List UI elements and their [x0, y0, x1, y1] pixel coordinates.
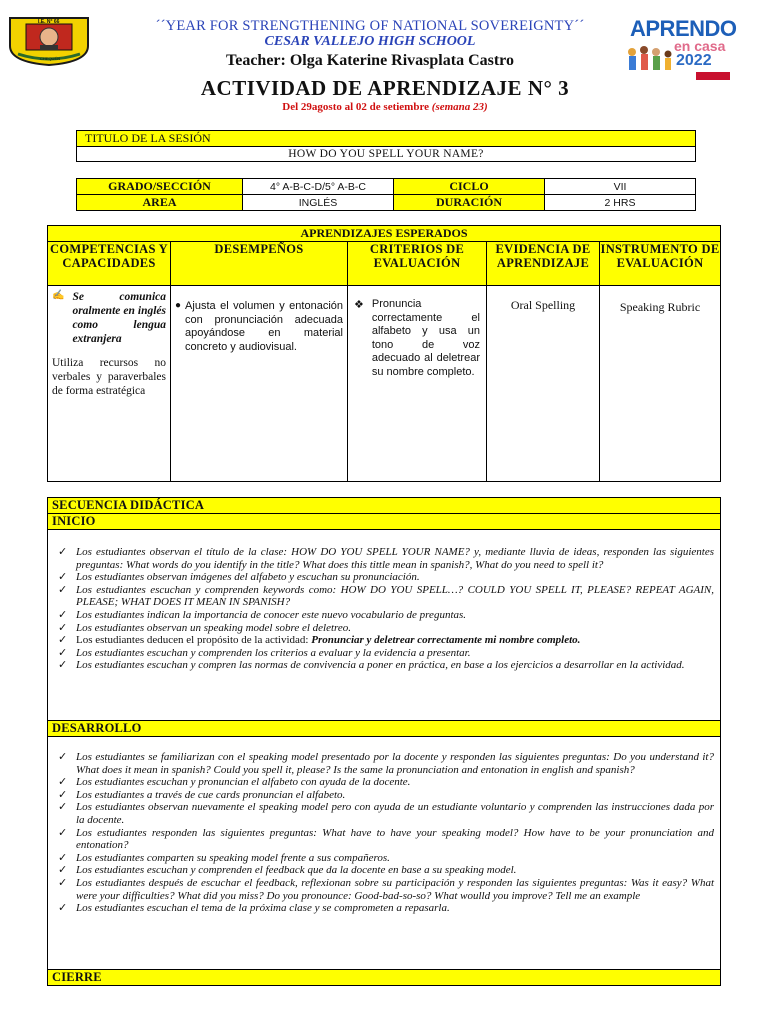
pointer-bullet-icon: ✍ — [52, 290, 65, 301]
logo-aprendo-text: APRENDO — [630, 16, 737, 41]
ciclo-value: VII — [545, 179, 696, 195]
course-info-table — [76, 178, 696, 211]
inicio-label: INICIO — [48, 514, 721, 530]
check-icon: ✓ — [58, 659, 68, 672]
criterio-text: Pronuncia correctamente el alfabeto y usa un tono de voz adecuado al deletrear su nombre completo. — [371, 298, 480, 378]
sequence-title: SECUENCIA DIDÁCTICA — [48, 498, 721, 514]
competencia-text: Se comunica oralmente en inglés como lengua extranjera — [72, 291, 166, 345]
duracion-value: 2 HRS — [545, 195, 696, 211]
check-icon: ✓ — [58, 876, 68, 889]
list-item: ✓ Los estudiantes observan imágenes del alfabeto y escuchan su pronunciación. — [58, 571, 420, 584]
desempeno-text: Ajusta el volumen y entonación con pronunciación adecuada apoyándose en material concreto y audiovisual. — [185, 300, 343, 353]
list-item: ✓ Los estudiantes se familiarizan con el speaking model presentado por la docente y responden las siguientes preguntas: Do you understand it? What does it mean in spanish? Could you spell it, please? Is the same la pronunciation and entonation in english and spanish? — [58, 751, 714, 776]
date-range — [120, 101, 650, 113]
list-item: ✓ Los estudiantes escuchan y comprenden keywords como: HOW DO YOU SPELL…? COULD YOU SPELL IT, PLEASE? REPEAT AGAIN, PLEASE; WHAT DOES IT MEAN IN SPANISH? — [58, 583, 714, 609]
grado-label: GRADO/SECCIÓN — [77, 179, 243, 195]
header-evidencia: EVIDENCIA DE APRENDIZAJE — [487, 242, 600, 286]
grado-value: 4° A-B-C-D/5° A-B-C — [243, 179, 394, 195]
school-name: CESAR VALLEJO HIGH SCHOOL — [264, 34, 476, 49]
list-item: ✓ Los estudiantes observan el título de la clase: HOW DO YOU SPELL YOUR NAME? y, mediante lluvia de ideas, responden las siguientes preguntas: What words do you identify in the title? What does this tittle mean in spanish?, What do you need to spell it? — [58, 546, 714, 571]
area-value: INGLÉS — [243, 195, 394, 211]
check-icon: ✓ — [58, 751, 68, 763]
check-icon: ✓ — [58, 621, 68, 634]
motto: ´´YEAR FOR STRENGTHENING OF NATIONAL SOVEREIGNTY´´ — [155, 18, 585, 34]
check-icon: ✓ — [58, 646, 68, 659]
list-item: ✓ Los estudiantes escuchan el tema de la próxima clase y se comprometen a repasarla. — [58, 902, 450, 915]
competencias-cell — [48, 286, 171, 482]
logo-year-text: 2022 — [676, 52, 712, 69]
session-table — [76, 130, 696, 162]
aprendo-en-casa-logo — [624, 16, 744, 80]
list-item: ✓ Los estudiantes comparten su speaking model frente a sus compañeros. — [58, 851, 390, 864]
list-item: ✓ Los estudiantes observan nuevamente el speaking model pero con ayuda de un estudiante voluntario y comprenden las instrucciones dada por la docente. — [58, 801, 714, 826]
check-icon: ✓ — [58, 546, 68, 558]
page-title: ACTIVIDAD DE APRENDIZAJE N° 3 — [200, 76, 570, 100]
check-icon: ✓ — [58, 571, 68, 584]
cierre-label: CIERRE — [48, 970, 721, 986]
check-icon: ✓ — [58, 826, 68, 839]
duracion-label: DURACIÓN — [394, 195, 545, 211]
proposito-text: Pronunciar y deletrear correctamente mi nombre completo. — [311, 634, 581, 647]
list-item-proposito: ✓ Los estudiantes deducen el propósito de la actividad: Pronunciar y deletrear correctamente mi nombre completo. — [58, 634, 581, 647]
list-item: ✓ Los estudiantes escuchan y comprenden el feedback que da la docente en base a su speaking model. — [58, 864, 517, 877]
desarrollo-body — [48, 737, 721, 970]
check-icon: ✓ — [58, 801, 68, 814]
ministry-flag-icon — [696, 72, 730, 80]
inicio-list — [54, 546, 714, 672]
check-icon: ✓ — [58, 864, 68, 877]
criterios-cell — [348, 286, 487, 482]
desarrollo-list — [54, 751, 714, 915]
check-icon: ✓ — [58, 608, 68, 621]
ciclo-label: CICLO — [394, 179, 545, 195]
instrumento-cell: Speaking Rubric — [600, 286, 721, 482]
check-icon: ✓ — [58, 634, 68, 647]
desempenos-cell — [171, 286, 348, 482]
list-item: ✓ Los estudiantes a través de cue cards pronuncian el alfabeto. — [58, 788, 346, 801]
session-label: TITULO DE LA SESIÓN — [77, 131, 696, 147]
list-item: ✓ Los estudiantes escuchan y compren las normas de convivencia a poner en práctica, en base a los ejercicios a desarrollar en la actividad. — [58, 659, 685, 672]
teacher-name: Teacher: Olga Katerine Rivasplata Castro — [226, 52, 514, 69]
list-item: ✓ Los estudiantes después de escuchar el feedback, reflexionan sobre su participación y responden las siguientes preguntas: Was it easy? What were your difficulties? What did you miss? Do you pronounce: Good-bad-so-so? What woulld you improve? Tell me an example — [58, 876, 714, 902]
diamond-bullet-icon: ❖ — [354, 299, 364, 311]
list-item: ✓ Los estudiantes responden las siguientes preguntas: What have to have your speaking model? How have to be your pronunciation and entonation? — [58, 826, 714, 852]
date-range-text: Del 29agosto al 02 de setiembre — [282, 101, 432, 113]
header-desempenos: DESEMPEÑOS — [171, 242, 348, 286]
evidencia-cell: Oral Spelling — [487, 286, 600, 482]
didactic-sequence-table — [47, 497, 721, 986]
list-item: ✓ Los estudiantes escuchan y pronuncian el alfabeto con ayuda de la docente. — [58, 776, 411, 789]
list-item: ✓ Los estudiantes observan un speaking model sobre el deletreo. — [58, 621, 352, 634]
bullet-icon: ● — [175, 300, 182, 311]
header-criterios: CRITERIOS DE EVALUACIÓN — [348, 242, 487, 286]
crest-sub-label: CHEQUÉN — [40, 56, 61, 61]
learning-outcomes-table — [47, 225, 721, 482]
list-item: ✓ Los estudiantes indican la importancia de conocer este nuevo vocabulario de preguntas. — [58, 608, 467, 621]
logo-en-casa-text: en casa — [674, 38, 726, 54]
crest-label: I.E. N° 66 — [38, 19, 60, 25]
check-icon: ✓ — [58, 583, 68, 596]
desarrollo-label: DESARROLLO — [48, 721, 721, 737]
check-icon: ✓ — [58, 788, 68, 801]
school-crest-logo — [4, 14, 94, 66]
check-icon: ✓ — [58, 776, 68, 789]
header-competencias: COMPETENCIAS Y CAPACIDADES — [48, 242, 171, 286]
week-label: (semana 23) — [431, 101, 488, 113]
inicio-body — [48, 530, 721, 721]
header-instrumento: INSTRUMENTO DE EVALUACIÓN — [600, 242, 721, 286]
check-icon: ✓ — [58, 851, 68, 864]
capacidad-text: Utiliza recursos no verbales y paraverbales de forma estratégica — [52, 357, 166, 397]
session-title: HOW DO YOU SPELL YOUR NAME? — [77, 147, 696, 162]
check-icon: ✓ — [58, 902, 68, 915]
learning-outcomes-title: APRENDIZAJES ESPERADOS — [48, 226, 721, 242]
students-illustration-icon — [624, 40, 674, 76]
list-item: ✓ Los estudiantes escuchan y comprenden los criterios a evaluar y la evidencia a presentar. — [58, 646, 471, 659]
area-label: AREA — [77, 195, 243, 211]
